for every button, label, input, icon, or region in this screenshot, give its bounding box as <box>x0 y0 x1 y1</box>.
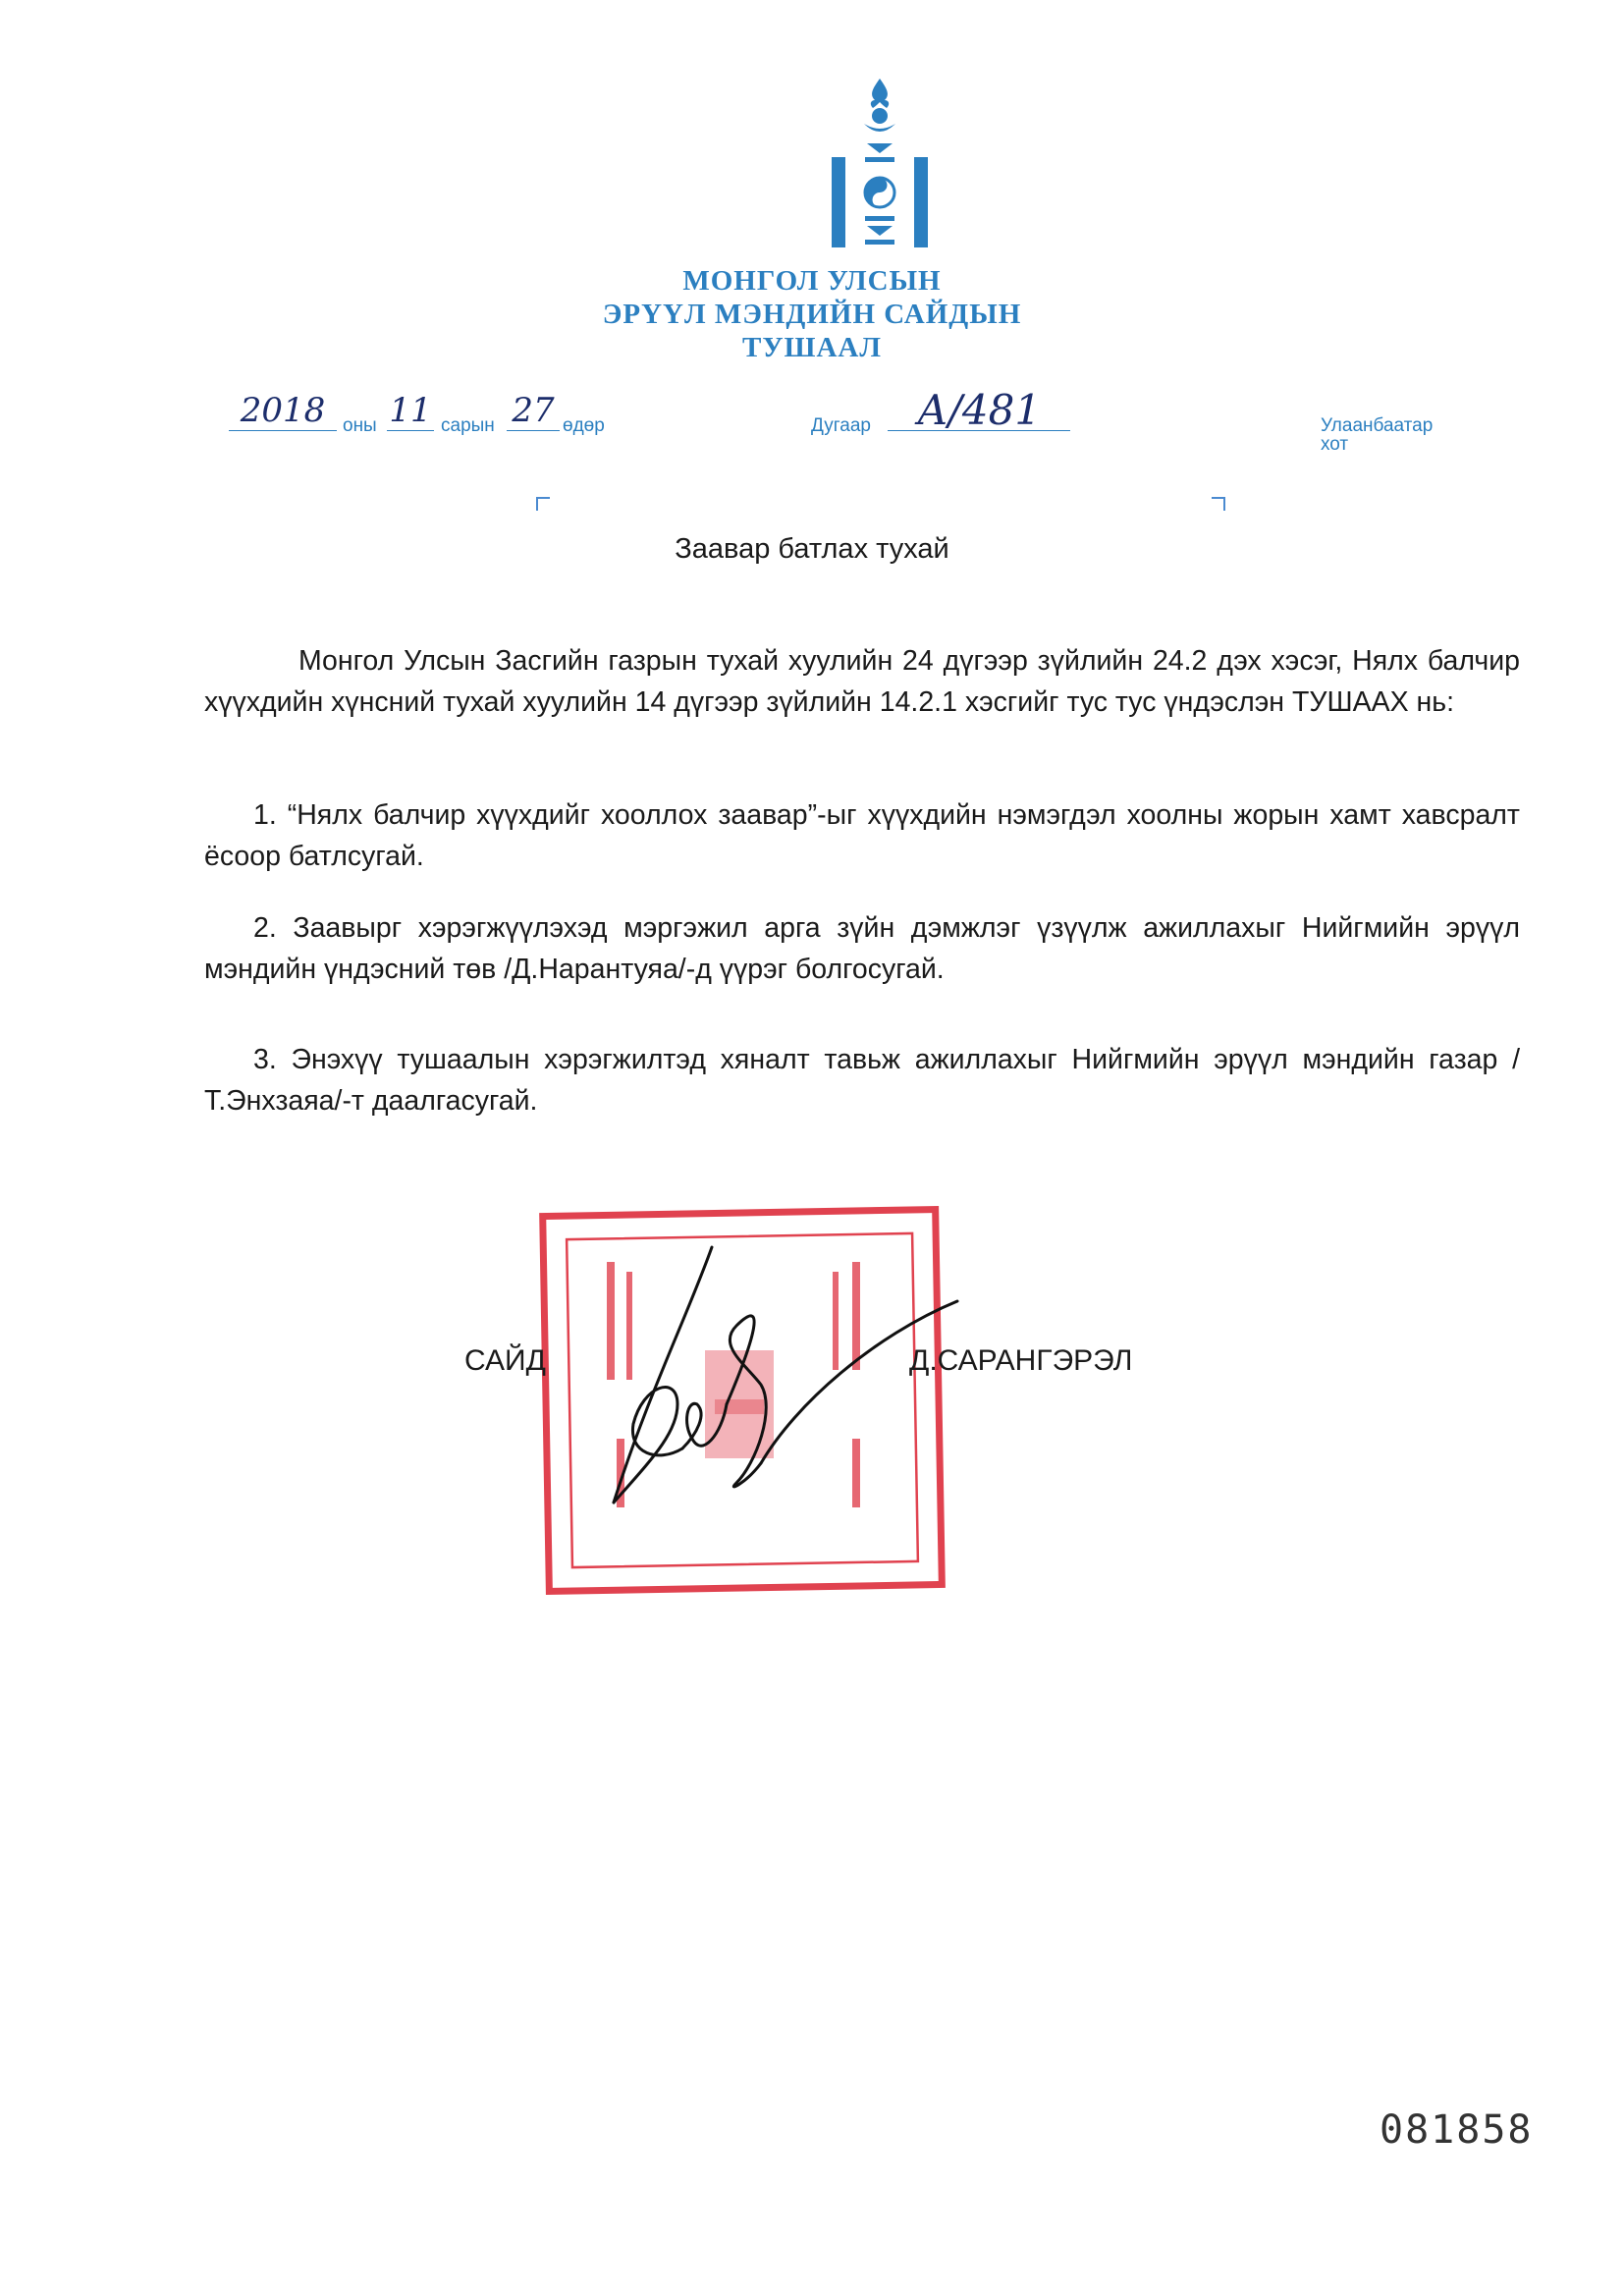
order-item-1: 1. “Нялх балчир хүүхдийг хооллох заавар”-ыг хүүхдийн нэмэгдэл хоолны жорын хамт хавсралт ёсоор батлсугай. <box>204 799 1520 872</box>
soyombo-emblem-icon <box>830 77 930 251</box>
number-label: Дугаар <box>811 415 871 436</box>
order-item-2: 2. Заавырг хэрэгжүүлэхэд мэргэжил арга зүйн дэмжлэг үзүүлж ажиллахыг Нийгмийн эрүүл мэндийн үндэсний төв /Д.Нарантуяа/-д үүрэг болгосугай. <box>204 912 1520 985</box>
month-label: сарын <box>441 415 495 436</box>
header-country: МОНГОЛ УЛСЫН <box>682 265 942 297</box>
handwritten-signature <box>589 1237 1001 1532</box>
order-item-3: 3. Энэхүү тушаалын хэрэгжилтэд хяналт тавьж ажиллахыг Нийгмийн эрүүл мэндийн газар /Т.Энхзаяа/-т даалгасугай. <box>204 1044 1520 1117</box>
day-label: өдөр <box>563 415 605 436</box>
signatory-name: Д.САРАНГЭРЭЛ <box>909 1344 1133 1377</box>
preamble-paragraph <box>204 640 1520 723</box>
preamble-text: Монгол Улсын Засгийн газрын тухай хуулийн 24 дүгээр зүйлийн 24.2 дэх хэсэг, Нялх балчир хүүхдийн хүнсний тухай хуулийн 14 дүгээр зүйлийн 14.2.1 хэсгийг тус тус үндэслэн ТУШААХ нь: <box>204 645 1520 718</box>
date-month: 11 <box>387 391 434 431</box>
subject-corner-left <box>536 497 550 511</box>
subject-corner-right <box>1212 497 1225 511</box>
city-label: Улаанбаатар хот <box>1321 415 1434 455</box>
header-ministry: ЭРҮҮЛ МЭНДИЙН САЙДЫН <box>602 299 1022 330</box>
date-day: 27 <box>507 391 560 431</box>
header-doc-type: ТУШААЛ <box>742 332 882 363</box>
document-subject: Заавар батлах тухай <box>675 533 949 565</box>
year-label: оны <box>343 415 377 436</box>
serial-number: 081858 <box>1380 2107 1534 2153</box>
date-year: 2018 <box>229 391 337 431</box>
signatory-title: САЙД <box>464 1344 546 1377</box>
order-number: А/481 <box>888 391 1070 431</box>
